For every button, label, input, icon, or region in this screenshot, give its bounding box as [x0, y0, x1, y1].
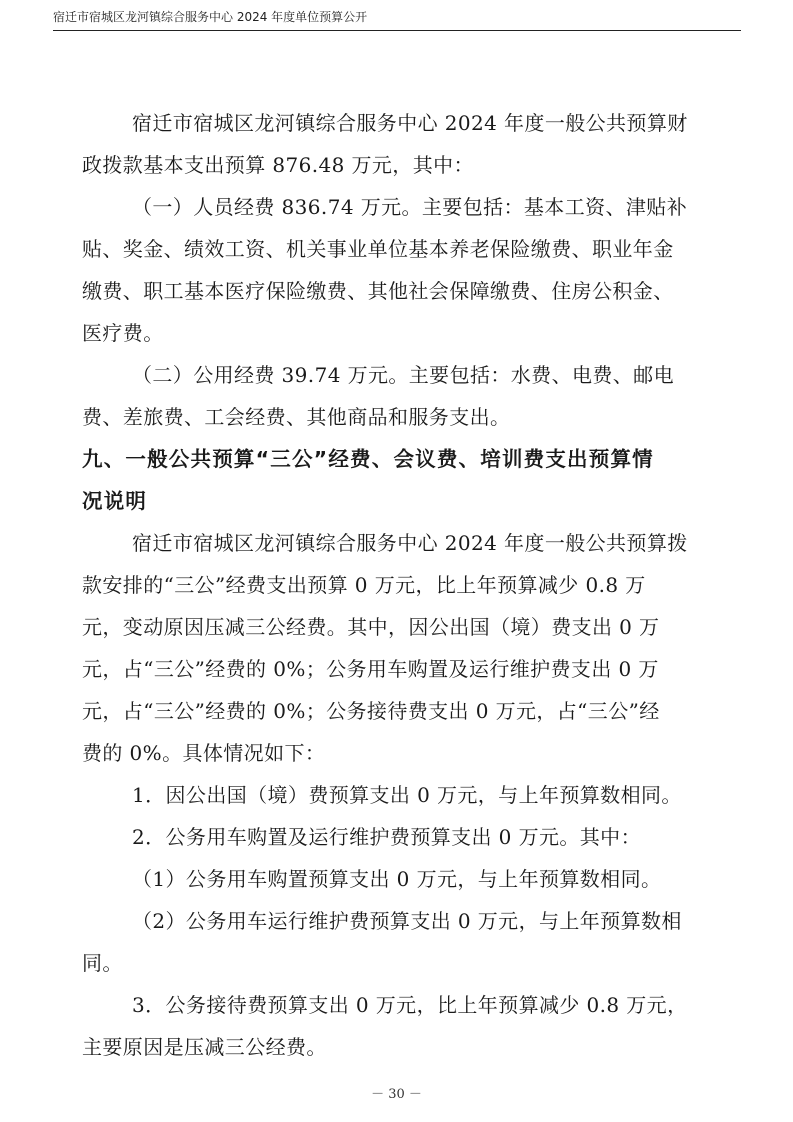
paragraph-line: 元，占“三公”经费的 0%；公务用车购置及运行维护费支出 0 万	[82, 657, 659, 681]
paragraph-line: 宿迁市宿城区龙河镇综合服务中心 2024 年度一般公共预算拨	[132, 531, 688, 555]
header-title: 宿迁市宿城区龙河镇综合服务中心 2024 年度单位预算公开	[53, 10, 368, 24]
paragraph-line: 款安排的“三公”经费支出预算 0 万元，比上年预算减少 0.8 万	[82, 573, 646, 597]
paragraph-line: （一）人员经费 836.74 万元。主要包括：基本工资、津贴补	[132, 195, 688, 219]
paragraph-line: 主要原因是压减三公经费。	[82, 1035, 327, 1059]
paragraph-line: 缴费、职工基本医疗保险缴费、其他社会保障缴费、住房公积金、	[82, 279, 674, 303]
paragraph-line: 同。	[82, 951, 123, 975]
paragraph-line: 政拨款基本支出预算 876.48 万元，其中：	[82, 153, 474, 177]
paragraph-line: 元，占“三公”经费的 0%；公务接待费支出 0 万元，占“三公”经	[82, 699, 660, 723]
section-heading-line: 九、一般公共预算“三公”经费、会议费、培训费支出预算情	[82, 447, 654, 471]
paragraph-line: 元，变动原因压减三公经费。其中，因公出国（境）费支出 0 万	[82, 615, 660, 639]
paragraph-line: （1）公务用车购置预算支出 0 万元，与上年预算数相同。	[132, 867, 662, 891]
paragraph-line: （2）公务用车运行维护费预算支出 0 万元，与上年预算数相	[132, 909, 682, 933]
paragraph-line: 贴、奖金、绩效工资、机关事业单位基本养老保险缴费、职业年金	[82, 237, 674, 261]
paragraph-line: 医疗费。	[82, 321, 164, 345]
paragraph-line: 费的 0%。具体情况如下：	[82, 741, 326, 765]
paragraph-line: 2．公务用车购置及运行维护费预算支出 0 万元。其中：	[132, 825, 641, 849]
paragraph-line: 费、差旅费、工会经费、其他商品和服务支出。	[82, 405, 511, 429]
paragraph-line: 3．公务接待费预算支出 0 万元，比上年预算减少 0.8 万元，	[132, 993, 688, 1017]
section-heading-line: 况说明	[82, 489, 148, 513]
paragraph-line: 1．因公出国（境）费预算支出 0 万元，与上年预算数相同。	[132, 783, 682, 807]
paragraph-line: 宿迁市宿城区龙河镇综合服务中心 2024 年度一般公共预算财	[132, 111, 688, 135]
page-number: － 30 －	[371, 1087, 422, 1102]
paragraph-line: （二）公用经费 39.74 万元。主要包括：水费、电费、邮电	[132, 363, 674, 387]
page-header	[53, 6, 741, 31]
